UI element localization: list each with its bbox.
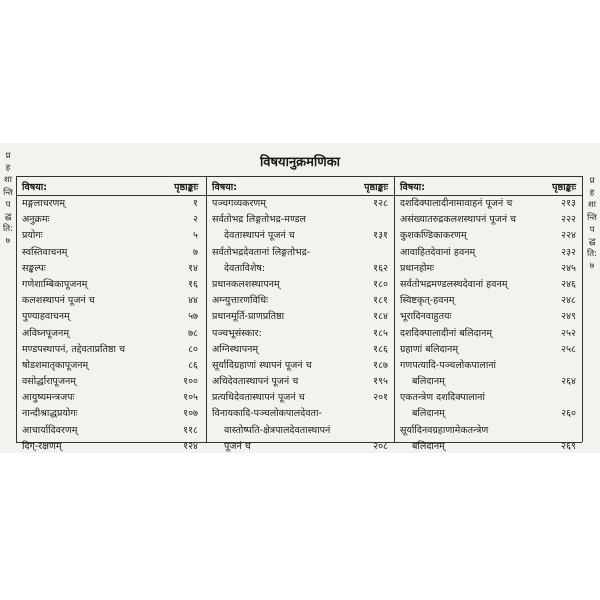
- page-title: विषयानुक्रमणिका: [259, 155, 341, 170]
- toc-entry-title: कुशकण्डिकाकरणम्: [400, 230, 467, 242]
- toc-entry-title: पञ्चगव्यकरणम्: [212, 198, 266, 209]
- margin-glyph: प: [5, 199, 11, 210]
- toc-entry-page: १०५: [183, 392, 198, 404]
- margin-glyph: न्ति: [587, 212, 597, 223]
- toc-entry-page: २६९: [561, 440, 576, 452]
- toc-entry-page: १६२: [373, 262, 388, 274]
- margin-glyph: प्र: [589, 176, 595, 186]
- toc-entry: [212, 194, 388, 210]
- toc-entry-page: १२८: [373, 198, 388, 209]
- toc-entry-title: वास्तोष्पति-क्षेत्रपालदेवतास्थापनं: [224, 424, 331, 436]
- right-margin-running-title: [586, 175, 598, 273]
- toc-entry: [212, 275, 388, 291]
- margin-glyph: ह: [5, 163, 11, 174]
- margin-glyph: शा: [4, 175, 12, 186]
- table-top-rule: [16, 176, 582, 177]
- toc-entry: [22, 259, 198, 275]
- toc-entry-page: १२४: [183, 440, 198, 452]
- toc-entry-title: प्रधानहोमः: [400, 262, 435, 274]
- toc-entry: [212, 388, 388, 404]
- toc-entry: [400, 404, 576, 420]
- toc-entry-title: सर्वतोभद्रमण्डलस्थदेवानां हवनम्: [400, 278, 508, 290]
- toc-entry-page: २४५: [561, 262, 576, 274]
- toc-entry-page: १८५: [373, 327, 388, 339]
- page-number-header: पृष्ठाङ्काः: [552, 182, 576, 193]
- toc-entry: [22, 421, 198, 437]
- toc-entry-title: अनुक्रमः: [22, 214, 50, 226]
- toc-entry: [400, 275, 576, 291]
- toc-entry: [212, 291, 388, 307]
- toc-entry-page: २४६: [561, 278, 576, 290]
- toc-entry-page: २५८: [561, 343, 576, 355]
- toc-entry-page: १८०: [373, 278, 388, 290]
- toc-entry: [212, 421, 388, 437]
- toc-entry-title: आयुष्यमन्त्रजपः: [22, 392, 75, 404]
- toc-entry: [212, 324, 388, 340]
- column-header: [212, 178, 388, 194]
- toc-entry-title: सूर्यादिग्रहाणां स्थापनं पूजनं च: [212, 359, 312, 371]
- toc-entry: [22, 404, 198, 420]
- margin-glyph: ७: [589, 261, 595, 272]
- toc-entry-title: दशदिक्पालादीनां बलिदानम्: [400, 327, 493, 339]
- toc-entry-page: २०८: [373, 440, 388, 452]
- toc-column-1: [22, 178, 198, 453]
- toc-entry-title: प्रधानकलशस्थापनम्: [212, 278, 280, 290]
- toc-entry-page: २६४: [561, 376, 576, 388]
- toc-entry-title: षोडशमातृकापूजनम्: [22, 359, 89, 371]
- toc-entry-title: नान्दीश्राद्धप्रयोगः: [22, 408, 78, 420]
- toc-entry-title: स्वस्तिवाचनम्: [22, 246, 68, 258]
- column-divider: [394, 176, 395, 442]
- toc-entry: [400, 210, 576, 226]
- toc-entry: [22, 243, 198, 259]
- toc-entry-title: अग्न्युत्तारणविधिः: [212, 295, 268, 307]
- toc-entry: [22, 291, 198, 307]
- toc-entry: [212, 356, 388, 372]
- toc-entry-title: असंख्यातरुद्रकलशस्थापनं पूजनं च: [400, 214, 517, 226]
- toc-entry: [212, 259, 388, 275]
- toc-entry-title: अग्निस्थापनम्: [212, 343, 259, 355]
- toc-entry: [400, 388, 576, 404]
- toc-entry-title: स्विष्टकृत्-हवनम्: [400, 295, 455, 307]
- margin-glyph: ह: [589, 188, 595, 199]
- toc-entry-page: ८६: [188, 359, 198, 371]
- toc-entry-page: ७: [193, 246, 198, 258]
- subject-header: विषया:: [22, 182, 48, 193]
- toc-entry-page: १३१: [373, 230, 388, 242]
- column-header: [400, 178, 576, 194]
- toc-entry: [400, 340, 576, 356]
- toc-entry: [400, 194, 576, 210]
- subject-header: विषया:: [400, 182, 426, 193]
- toc-entry-page: २१३: [561, 198, 576, 209]
- toc-entry-page: २०१: [373, 392, 388, 404]
- toc-entry: [212, 404, 388, 420]
- toc-entry-title: कलशस्थापनं पूजनं च: [22, 295, 95, 307]
- toc-entry: [400, 243, 576, 259]
- toc-column-2: [212, 178, 388, 453]
- toc-entry: [212, 226, 388, 242]
- toc-entry-page: २६०: [561, 408, 576, 420]
- toc-entry-page: १६: [188, 278, 198, 290]
- toc-entry-title: प्रधानमूर्ति-प्राणप्रतिष्ठा: [212, 311, 285, 323]
- toc-entry-title: आचार्यादिवरणम्: [22, 424, 78, 436]
- toc-entry-title: ग्रहाणां बलिदानम्: [400, 343, 458, 355]
- toc-entry-title: पञ्चभूसंस्कार:: [212, 327, 262, 339]
- toc-entry-page: १: [193, 198, 198, 209]
- toc-entry-title: बलिदानम्: [412, 376, 445, 388]
- page-number-header: पृष्ठाङ्काः: [364, 182, 388, 193]
- toc-entry: [212, 210, 388, 226]
- margin-glyph: ति:: [3, 224, 13, 235]
- toc-entry: [22, 372, 198, 388]
- toc-entry-title: सर्वतोभद्रदेवतानां लिङ्गतोभद्र-: [212, 246, 311, 258]
- toc-entry: [400, 421, 576, 437]
- toc-entry: [400, 437, 576, 453]
- toc-entry-page: २: [193, 214, 198, 226]
- toc-entry-title: अविघ्नपूजनम्: [22, 327, 70, 339]
- toc-entry-title: आवाहितदेवानां हवनम्: [400, 246, 476, 258]
- toc-entry: [400, 372, 576, 388]
- toc-entry-page: ८०: [188, 343, 198, 355]
- toc-entry-page: २२२: [561, 214, 576, 226]
- toc-entry-title: बलिदानम्: [412, 440, 445, 452]
- margin-glyph: प्र: [5, 151, 11, 161]
- toc-entry-title: पुण्याहवाचनम्: [22, 311, 70, 323]
- toc-entry: [22, 356, 198, 372]
- toc-entry-page: २५२: [561, 327, 576, 339]
- toc-entry: [22, 275, 198, 291]
- toc-entry-page: १८७: [373, 359, 388, 371]
- toc-entry-title: दिग्-रक्षणम्: [22, 440, 62, 452]
- toc-entry-title: विनायकादि-पञ्चलोकपालदेवता-: [212, 408, 322, 420]
- toc-entry: [22, 307, 198, 323]
- toc-entry: [400, 356, 576, 372]
- margin-glyph: ति:: [587, 249, 597, 260]
- toc-entry-title: गणपत्यादि-पञ्चलोकपालानां: [400, 359, 497, 371]
- toc-entry: [212, 307, 388, 323]
- toc-entry: [400, 324, 576, 340]
- toc-entry-page: १८१: [373, 295, 388, 307]
- margin-glyph: न्ति: [3, 187, 13, 198]
- toc-entry-title: भूरादिनवाहुतयः: [400, 311, 452, 323]
- subject-header: विषया:: [212, 182, 238, 193]
- toc-entry-title: सङ्कल्पः: [22, 262, 46, 274]
- toc-entry-title: प्रयोगः: [22, 230, 43, 242]
- toc-entry: [22, 210, 198, 226]
- toc-entry: [212, 340, 388, 356]
- toc-column-3: [400, 178, 576, 453]
- margin-glyph: ७: [5, 236, 11, 247]
- toc-entry-page: ४४: [188, 295, 198, 307]
- toc-entry-page: १८६: [373, 343, 388, 355]
- toc-entry-title: पूजनं च: [224, 440, 251, 452]
- margin-glyph: प: [589, 224, 595, 235]
- toc-entry-title: देवताविशेष:: [224, 262, 266, 274]
- toc-entry: [400, 307, 576, 323]
- toc-entry: [22, 226, 198, 242]
- toc-entry-page: ११८: [183, 424, 198, 436]
- toc-entry-page: २४९: [561, 311, 576, 323]
- toc-entry: [22, 194, 198, 210]
- toc-entry: [212, 437, 388, 453]
- column-divider: [582, 176, 583, 442]
- column-divider: [16, 176, 17, 442]
- column-header: [22, 178, 198, 194]
- margin-glyph: द्ध: [4, 212, 12, 223]
- toc-entry-title: सर्वतोभद्र लिङ्गतोभद्र-मण्डल: [212, 214, 306, 226]
- toc-entry: [400, 291, 576, 307]
- toc-entry-title: मङ्गलाचरणम्: [22, 198, 66, 209]
- toc-entry-page: १८४: [373, 311, 388, 323]
- toc-entry-title: अधिदेवतास्थापनं पूजनं च: [212, 376, 299, 388]
- toc-entry-title: मण्डपस्थापनं, तद्देवताप्रतिष्ठा च: [22, 343, 125, 355]
- toc-entry-page: ५७: [188, 311, 198, 323]
- toc-entry-title: वसोर्द्धारापूजनम्: [22, 376, 76, 388]
- toc-entry-title: गणेशाम्बिकापूजनम्: [22, 278, 88, 290]
- margin-glyph: शा: [588, 200, 596, 211]
- toc-entry-title: सूर्यादिनवग्रहाणामेकतन्त्रेण: [400, 424, 489, 436]
- toc-entry-title: प्रत्यधिदेवतास्थापनं पूजनं च: [212, 392, 305, 404]
- toc-entry-page: १००: [183, 376, 198, 388]
- page-number-header: पृष्ठाङ्काः: [174, 182, 198, 193]
- toc-entry: [22, 388, 198, 404]
- toc-entry: [400, 226, 576, 242]
- toc-entry: [22, 324, 198, 340]
- toc-entry-page: २३२: [561, 246, 576, 258]
- toc-entry-title: दशदिक्पालादीनामावाहनं पूजनं च: [400, 198, 513, 209]
- toc-entry-page: २२४: [561, 230, 576, 242]
- toc-entry-page: ७८: [188, 327, 198, 339]
- toc-entry-title: देवतास्थापनं पूजनं च: [224, 230, 295, 242]
- toc-entry-page: १०७: [183, 408, 198, 420]
- toc-entry-page: २४८: [561, 295, 576, 307]
- toc-entry-title: एकतन्त्रेण दशदिक्पालानां: [400, 392, 485, 404]
- column-divider: [206, 176, 207, 442]
- toc-entry-title: बलिदानम्: [412, 408, 445, 420]
- toc-entry-page: १४: [188, 262, 198, 274]
- margin-glyph: द्ध: [588, 237, 596, 248]
- toc-entry: [22, 340, 198, 356]
- toc-entry: [22, 437, 198, 453]
- toc-entry: [400, 259, 576, 275]
- toc-entry-page: ५: [193, 230, 198, 242]
- toc-entry-page: १९५: [373, 376, 388, 388]
- toc-entry: [212, 372, 388, 388]
- toc-entry: [212, 243, 388, 259]
